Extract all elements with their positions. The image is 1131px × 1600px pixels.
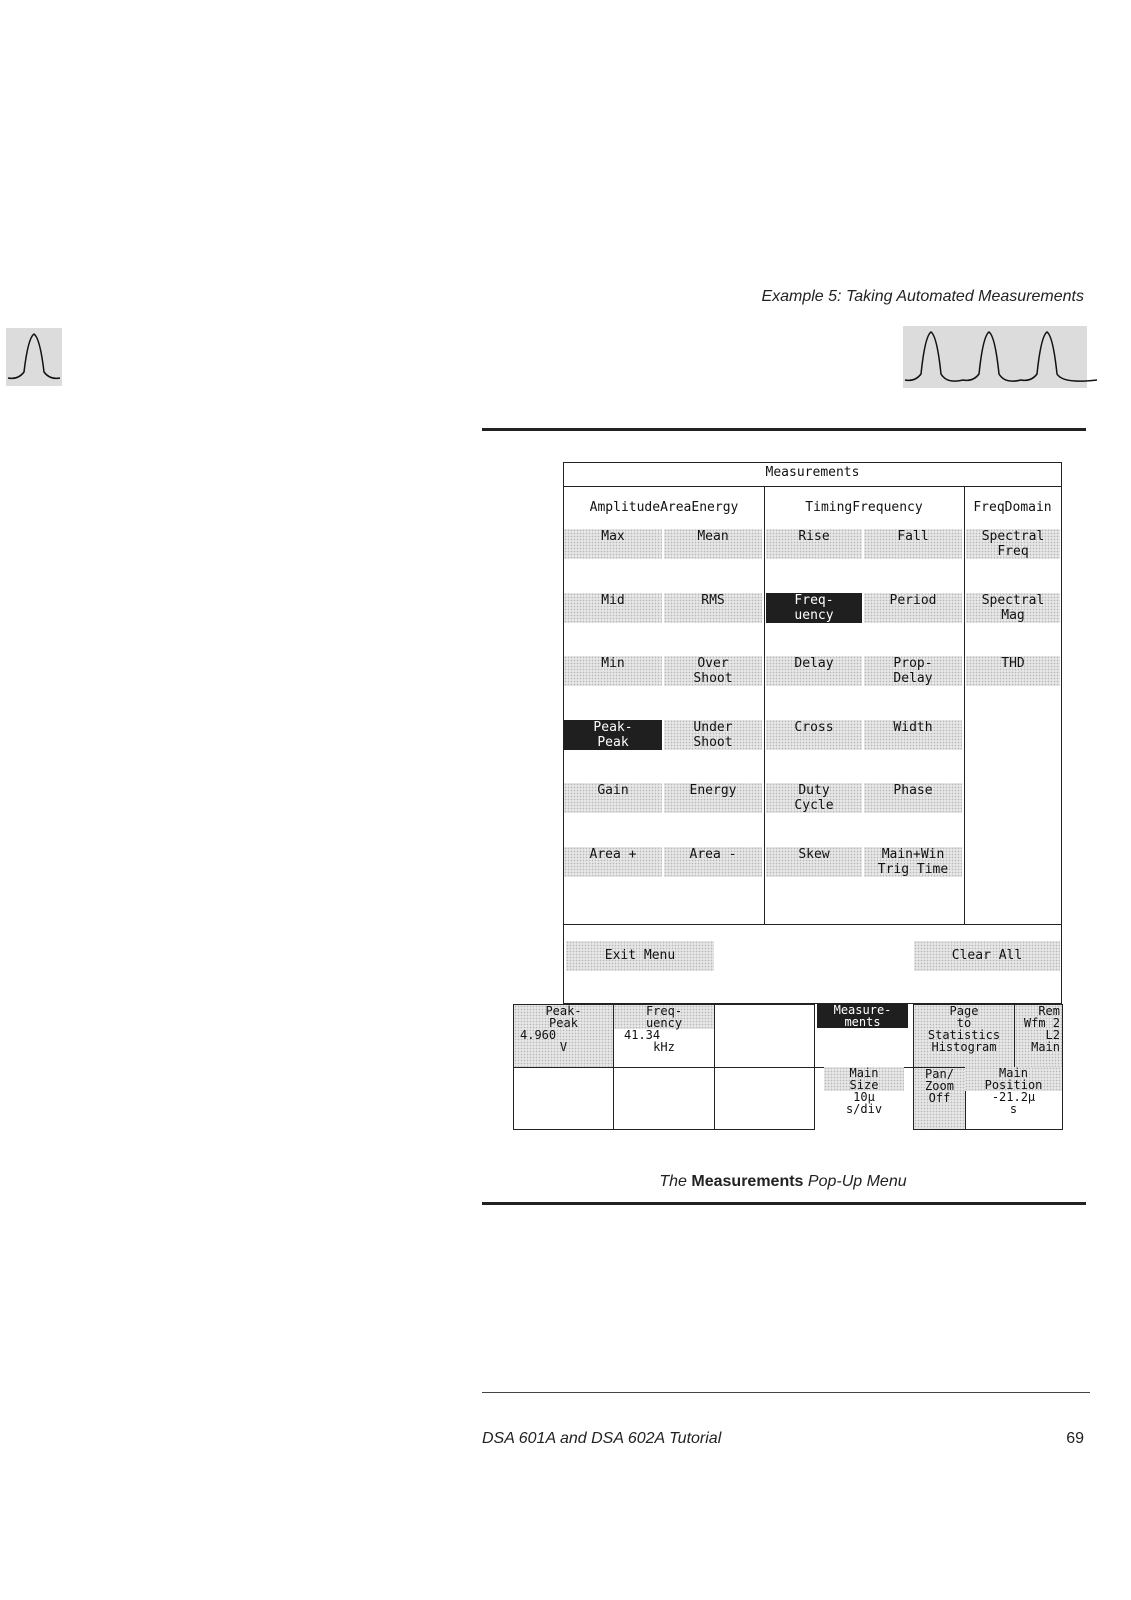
phase-button[interactable]: Phase <box>864 783 962 813</box>
main-position-value: -21.2μ <box>991 1090 1036 1104</box>
main-size-label: Main Size <box>824 1067 904 1091</box>
mid-button[interactable]: Mid <box>564 593 662 623</box>
undershoot-button[interactable]: Under Shoot <box>664 720 762 750</box>
clear-all-button[interactable]: Clear All <box>914 941 1060 971</box>
area-plus-button[interactable]: Area + <box>564 847 662 877</box>
footer-rule <box>482 1392 1090 1393</box>
rise-button[interactable]: Rise <box>766 529 862 559</box>
top-rule <box>482 428 1086 431</box>
col-header-freqdomain: FreqDomain <box>973 500 1052 515</box>
delay-button[interactable]: Delay <box>766 656 862 686</box>
remote-waveform-button[interactable]: Rem Wfm 2 L2 Main <box>1014 1004 1063 1068</box>
period-button[interactable]: Period <box>864 593 962 623</box>
figure-caption: The Measurements Pop-Up Menu <box>659 1173 907 1190</box>
main-size-knob[interactable] <box>814 1067 914 1130</box>
frequency-readout <box>613 1004 715 1068</box>
prop-delay-button[interactable]: Prop- Delay <box>864 656 962 686</box>
duty-cycle-button[interactable]: Duty Cycle <box>766 783 862 813</box>
menu-title: Measurements <box>765 465 860 480</box>
col-header-timing: TimingFrequency <box>805 500 923 515</box>
fall-button[interactable]: Fall <box>864 529 962 559</box>
main-position-knob[interactable] <box>965 1067 1063 1130</box>
cross-button[interactable]: Cross <box>766 720 862 750</box>
min-button[interactable]: Min <box>564 656 662 686</box>
peak-peak-readout <box>513 1004 614 1068</box>
page-number: 69 <box>1066 1430 1084 1447</box>
empty-readout-6 <box>714 1067 815 1130</box>
main-win-trig-time-button[interactable]: Main+Win Trig Time <box>864 847 962 877</box>
energy-button[interactable]: Energy <box>664 783 762 813</box>
main-size-value: 10μ <box>853 1090 875 1104</box>
page-to-statistics-histogram-button[interactable]: Page to Statistics Histogram <box>913 1004 1015 1068</box>
peak-peak-readout-value: 4.960 <box>520 1028 557 1042</box>
main-position-label: Main Position <box>965 1067 1062 1091</box>
pulse-waveform-icon <box>6 328 62 386</box>
mean-button[interactable]: Mean <box>664 529 762 559</box>
overshoot-button[interactable]: Over Shoot <box>664 656 762 686</box>
frequency-readout-label: Freq- uency <box>614 1005 714 1029</box>
skew-button[interactable]: Skew <box>766 847 862 877</box>
peak-peak-readout-label: Peak- Peak <box>545 1004 582 1030</box>
frequency-readout-value: 41.34 <box>624 1028 661 1042</box>
main-size-unit: s/div <box>845 1102 883 1116</box>
page-header-title: Example 5: Taking Automated Measurements <box>761 288 1084 305</box>
measurements-menu-screen <box>563 462 1062 1004</box>
spectral-freq-button[interactable]: Spectral Freq <box>966 529 1060 559</box>
width-button[interactable]: Width <box>864 720 962 750</box>
empty-readout-4 <box>513 1067 614 1130</box>
col-header-amplitude: AmplitudeAreaEnergy <box>589 500 739 515</box>
max-button[interactable]: Max <box>564 529 662 559</box>
measurements-softkey[interactable]: Measure- ments <box>817 1004 908 1028</box>
peak-peak-readout-unit: V <box>559 1040 568 1054</box>
triple-pulse-waveform-icon <box>903 326 1099 388</box>
thd-button[interactable]: THD <box>966 656 1060 686</box>
measurements-softkey-cell <box>814 1004 914 1068</box>
main-position-unit: s <box>1009 1102 1018 1116</box>
area-minus-button[interactable]: Area - <box>664 847 762 877</box>
rms-button[interactable]: RMS <box>664 593 762 623</box>
spectral-mag-button[interactable]: Spectral Mag <box>966 593 1060 623</box>
footer-title: DSA 601A and DSA 602A Tutorial <box>482 1430 722 1447</box>
peak-peak-button[interactable]: Peak- Peak <box>564 720 662 750</box>
gain-button[interactable]: Gain <box>564 783 662 813</box>
caption-rule <box>482 1202 1086 1205</box>
exit-menu-button[interactable]: Exit Menu <box>566 941 714 971</box>
pan-zoom-toggle[interactable]: Pan/ Zoom Off <box>913 1067 966 1130</box>
frequency-readout-unit: kHz <box>653 1040 675 1054</box>
empty-readout-3 <box>714 1004 815 1068</box>
frequency-button[interactable]: Freq- uency <box>766 593 862 623</box>
empty-readout-5 <box>613 1067 715 1130</box>
